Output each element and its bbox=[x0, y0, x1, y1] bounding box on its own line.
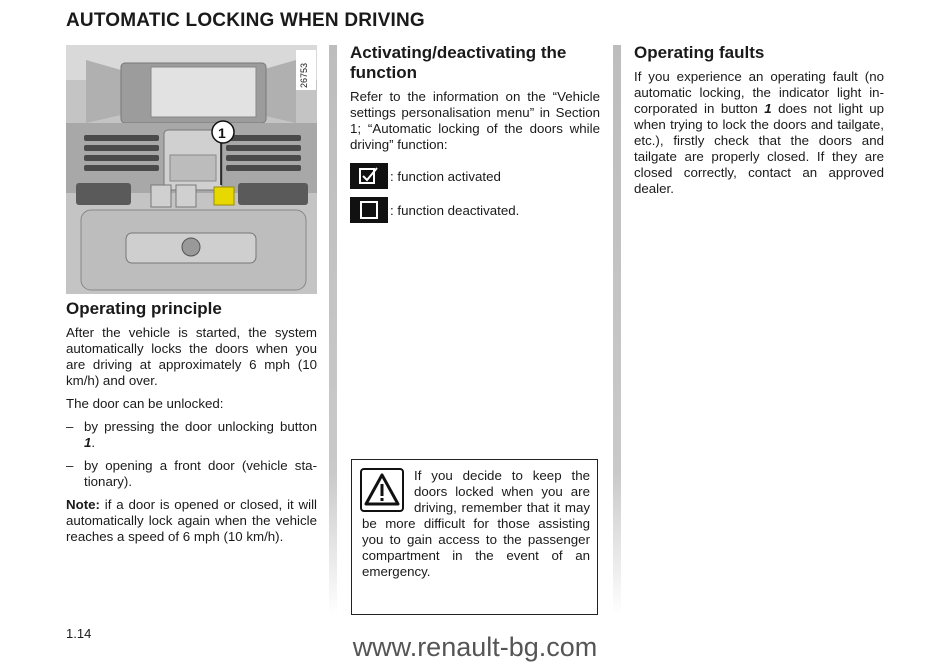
activated-label: : function activated bbox=[390, 168, 501, 184]
warning-text: If you decide to keep the doors locked when you are driving, remember that it may be more difficult for those assisting you to gain access to the passenger compartment in the event of an emergency. bbox=[362, 468, 590, 579]
operating-principle-section bbox=[66, 299, 317, 552]
page-title: AUTOMATIC LOCKING WHEN DRIVING bbox=[66, 10, 425, 31]
checked-box-icon bbox=[350, 163, 388, 189]
legend-deactivated bbox=[350, 197, 519, 223]
activation-heading: Activating/deactivating the function bbox=[350, 43, 567, 82]
unlock-list bbox=[66, 419, 317, 490]
operating-faults-heading: Operating faults bbox=[634, 43, 765, 62]
operating-principle-text: After the vehicle is started, the system automatically locks the doors when you are driving at approximately 6 mph (10 km/h) and over. bbox=[66, 325, 317, 388]
unlock-intro: The door can be unlocked: bbox=[66, 396, 224, 411]
website-watermark: www.renault-bg.com bbox=[352, 632, 598, 662]
unchecked-box-icon bbox=[350, 197, 388, 223]
operating-faults-text: If you experience an operating fault (no automatic locking, the indicator light incorporated in button 1 does not light up when trying to lock the doors and tailgate, etc.), firstly check that the doors and tailgate are properly closed. If they are closed correctly, contact an approved dealer. bbox=[634, 69, 884, 196]
deactivated-label: : function deactivated. bbox=[390, 202, 520, 218]
legend-activated bbox=[350, 163, 501, 189]
activation-text: Refer to the information on the “Vehicle settings personalisation menu” in Section 1; “Automatic locking of the doors while driving” function: bbox=[350, 89, 600, 152]
warning-box bbox=[351, 459, 598, 615]
callout-1: 1 bbox=[218, 125, 226, 141]
column-divider bbox=[329, 45, 337, 615]
activation-section bbox=[350, 43, 600, 153]
figure-code: 26753 bbox=[296, 50, 316, 90]
list-item: – by opening a front door (vehicle stationary). bbox=[66, 458, 317, 490]
column-divider bbox=[613, 45, 621, 615]
operating-principle-heading: Operating principle bbox=[66, 299, 222, 318]
dashboard-illustration bbox=[66, 45, 317, 294]
operating-faults-section bbox=[634, 43, 884, 197]
note: Note: if a door is opened or closed, it will automatically lock again when the vehicle reaches a speed of 6 mph (10 km/h). bbox=[66, 497, 317, 544]
page-number: 1.14 bbox=[66, 626, 92, 641]
list-item: – by pressing the door unlocking button 1. bbox=[66, 419, 317, 451]
